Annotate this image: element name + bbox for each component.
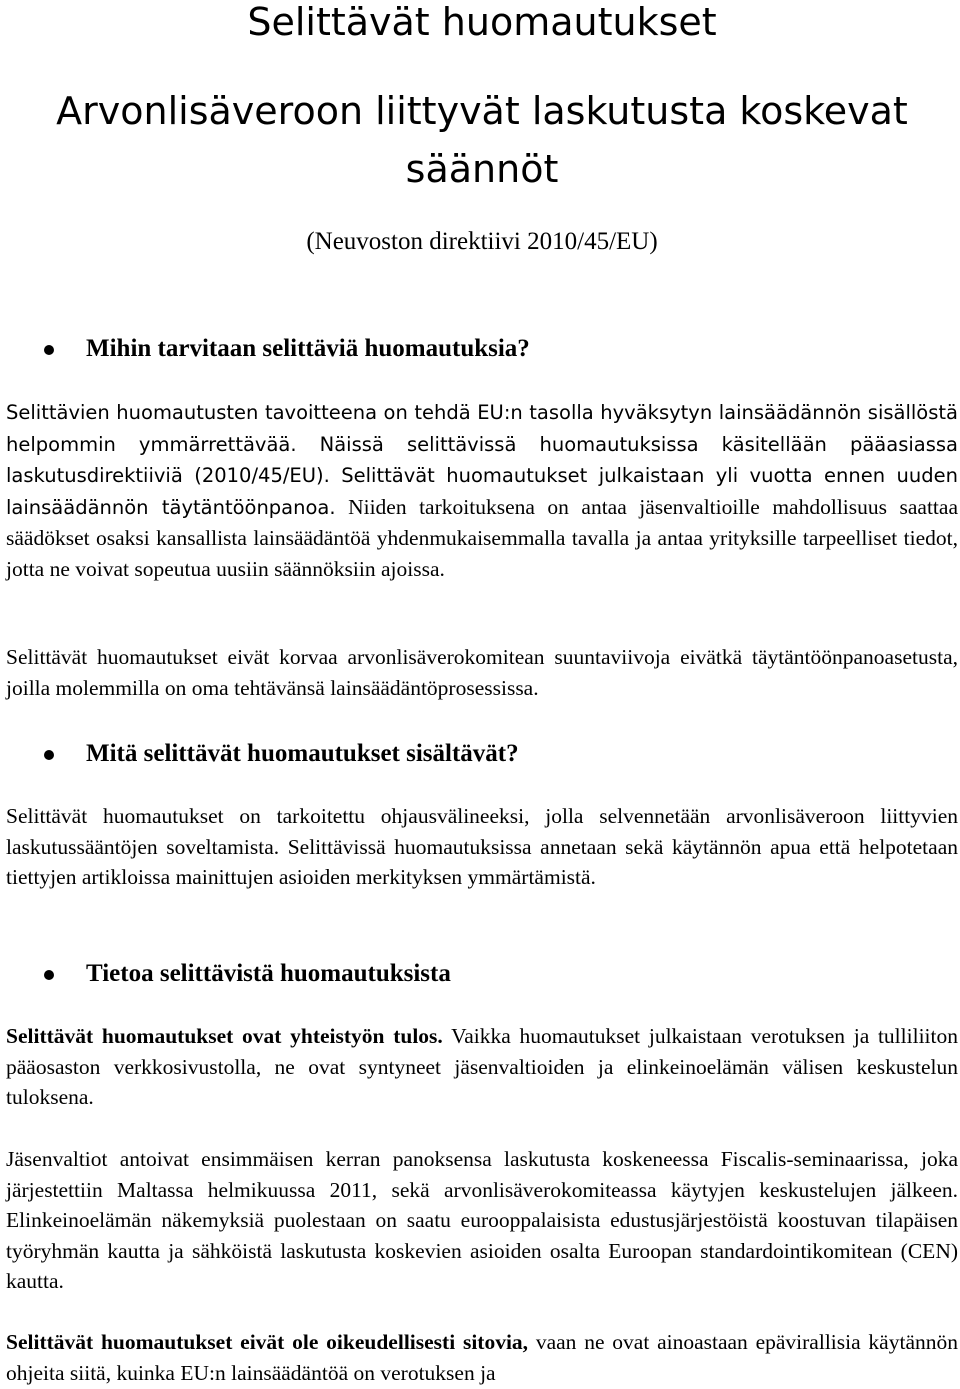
section-heading-info bbox=[6, 958, 958, 990]
paragraph-why-1-sans: Selittävien huomautusten tavoitteena on tehdä EU:n tasolla hyväksytyn lainsäädännön sisällöstä helpommin ymmärrettävää. Näissä selittävissä huomautuksissa käsitellään pääasiassa laskutusdirektiiviä (2010/45/EU). Selittävät huomautukset julkaistaan yli vuotta ennen uuden lainsäädännön täytäntöönpanoa. bbox=[6, 401, 958, 519]
paragraph-info-3-bold: Selittävät huomautukset eivät ole oikeudellisesti sitovia, bbox=[6, 1330, 529, 1354]
section-heading-text: Mihin tarvitaan selittäviä huomautuksia? bbox=[86, 335, 530, 362]
paragraph-info-2: Jäsenvaltiot antoivat ensimmäisen kerran panoksensa laskutusta koskeneessa Fiscalis-seminaarissa, joka järjestettiin Maltassa helmikuussa 2011, sekä arvonlisäverokomiteassa käytyjen keskustelujen jälkeen. Elinkeinoelämän näkemyksiä puolestaan on saatu eurooppalaisista edustusjärjestöistä koostuvan tilapäisen työryhmän kautta ja sähköistä laskutusta koskevien asioiden osalta Euroopan standardointikomitean (CEN) kautta. bbox=[6, 1147, 958, 1294]
paragraph-why-1 bbox=[6, 397, 958, 585]
paragraph-info-1-bold: Selittävät huomautukset ovat yhteistyön tulos. bbox=[6, 1024, 443, 1048]
paragraph-why-2: Selittävät huomautukset eivät korvaa arvonlisäverokomitean suuntaviivoja eivätkä täytäntöönpanoasetusta, joilla molemmilla on oma tehtävänsä lainsäädäntöprosessissa. bbox=[6, 645, 958, 700]
section-heading-text: Mitä selittävät huomautukset sisältävät? bbox=[86, 740, 519, 767]
paragraph-what-1: Selittävät huomautukset on tarkoitettu ohjausvälineeksi, jolla selvennetään arvonlisäveroon liittyvien laskutussääntöjen soveltamista. Selittävissä huomautuksissa annetaan sekä käytännön apua että helpotetaan tiettyjen artikloissa mainittujen asioiden merkityksen ymmärtämistä. bbox=[6, 804, 958, 890]
section-heading-text: Tietoa selittävistä huomautuksista bbox=[86, 960, 451, 987]
bullet-icon bbox=[44, 750, 54, 760]
section-heading-what bbox=[6, 738, 958, 770]
section-heading-why bbox=[6, 333, 958, 365]
document-subtitle: Arvonlisäveroon liittyvät laskutusta koskevat säännöt bbox=[56, 89, 908, 191]
bullet-icon bbox=[44, 970, 54, 980]
paragraph-info-1-rest: Vaikka huomautukset julkaistaan verotuksen ja tulliliiton pääosaston verkkosivustolla, ne ovat syntyneet jäsenvaltioiden ja elinkeinoelämän välisen keskustelun tuloksena. bbox=[6, 1024, 958, 1110]
bullet-icon bbox=[44, 345, 54, 355]
paragraph-info-1 bbox=[6, 1021, 958, 1113]
directive-reference: (Neuvoston direktiivi 2010/45/EU) bbox=[306, 228, 658, 255]
document-title: Selittävät huomautukset bbox=[247, 0, 717, 44]
paragraph-info-3 bbox=[6, 1327, 958, 1388]
paragraph-why-1-serif: Niiden tarkoituksena on antaa jäsenvaltioille mahdollisuus saattaa säädökset osaksi kansallista lainsäädäntöä yhdenmukaisemmalla tavalla ja antaa yrityksille tarpeelliset tiedot, jotta ne voivat sopeutua uusiin säännöksiin ajoissa. bbox=[6, 494, 958, 581]
paragraph-info-3-rest: vaan ne ovat ainoastaan epävirallisia käytännön ohjeita siitä, kuinka EU:n lainsäädäntöä on verotuksen ja bbox=[6, 1330, 958, 1385]
